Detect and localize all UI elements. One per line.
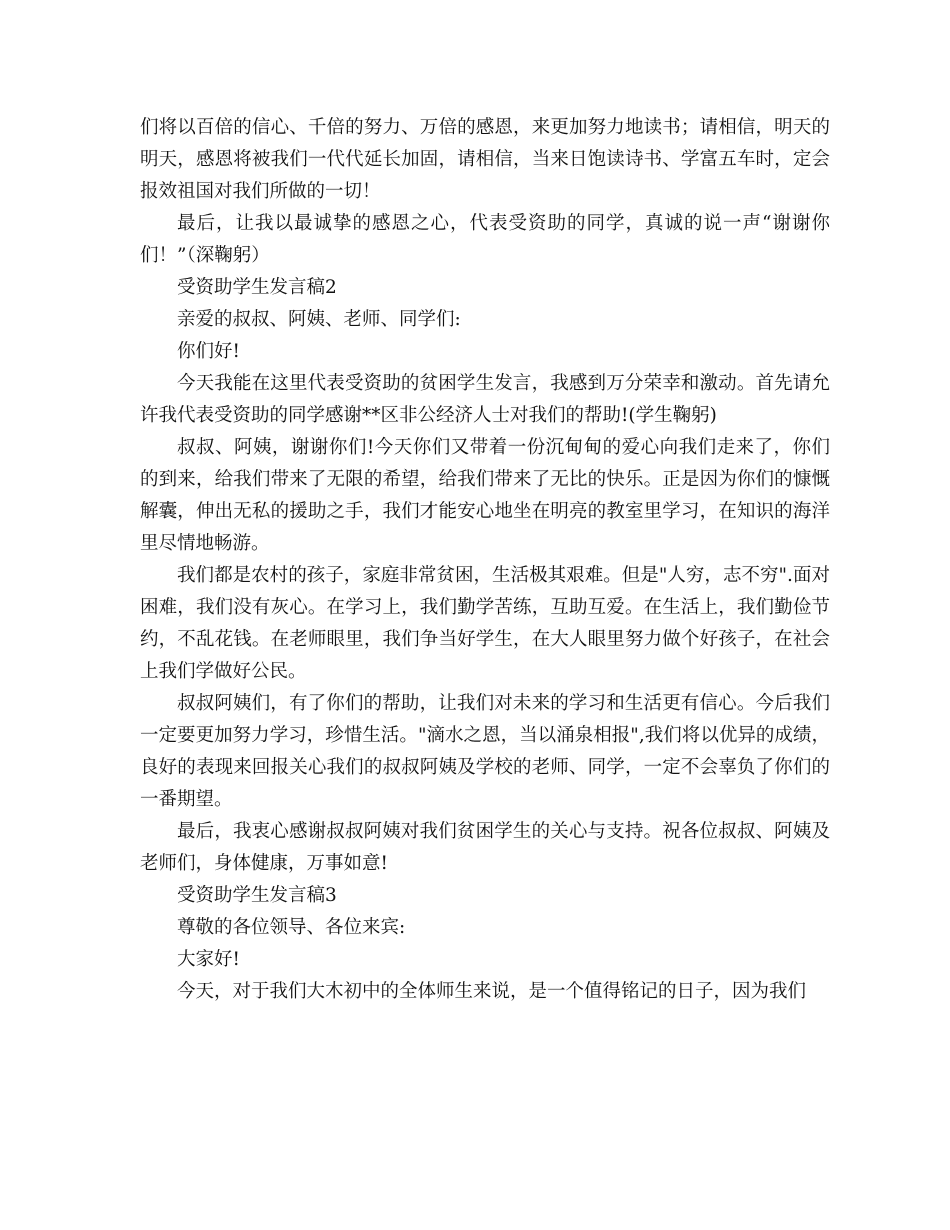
paragraph-background: 我们都是农村的孩子，家庭非常贫困，生活极其艰难。但是"人穷，志不穷".面对困难，我们没有灰心。在学习上，我们勤学苦练，互助互爱。在生活上，我们勤俭节约，不乱花钱。在老师眼里，我们争当好学生，在大人眼里努力做个好孩子，在社会上我们学做好公民。 — [140, 565, 830, 682]
greeting-2: 大家好! — [177, 949, 240, 970]
salutation-2: 尊敬的各位领导、各位来宾: — [177, 917, 406, 938]
section-heading-2: 受资助学生发言稿2 — [177, 277, 337, 298]
paragraph-final-thanks: 最后，我衷心感谢叔叔阿姨对我们贫困学生的关心与支持。祝各位叔叔、阿姨及老师们，身体健康，万事如意! — [140, 821, 830, 874]
paragraph-opening: 今天，对于我们大木初中的全体师生来说，是一个值得铭记的日子，因为我们 — [177, 981, 807, 1002]
greeting: 你们好! — [177, 341, 240, 362]
paragraph-intro: 今天我能在这里代表受资助的贫困学生发言，我感到万分荣幸和激动。首先请允许我代表受资助的同学感谢**区非公经济人士对我们的帮助!(学生鞠躬) — [140, 373, 830, 426]
paragraph-closing-thanks: 最后，让我以最诚挚的感恩之心，代表受资助的同学，真诚的说一声“谢谢你们！”（深鞠躬） — [140, 213, 830, 266]
paragraph-gratitude: 叔叔、阿姨，谢谢你们!今天你们又带着一份沉甸甸的爱心向我们走来了，你们的到来，给我们带来了无限的希望，给我们带来了无比的快乐。正是因为你们的慷慨解囊，伸出无私的援助之手，我们才能安心地坐在明亮的教室里学习，在知识的海洋里尽情地畅游。 — [140, 437, 830, 554]
paragraph-commitment: 叔叔阿姨们，有了你们的帮助，让我们对未来的学习和生活更有信心。今后我们一定要更加努力学习，珍惜生活。"滴水之恩，当以涌泉相报",我们将以优异的成绩，良好的表现来回报关心我们的叔叔阿姨及学校的老师、同学，一定不会辜负了你们的一番期望。 — [140, 693, 830, 810]
document-body — [140, 112, 830, 1008]
salutation: 亲爱的叔叔、阿姨、老师、同学们: — [177, 309, 461, 330]
section-heading-3: 受资助学生发言稿3 — [177, 885, 337, 906]
paragraph-continuation: 们将以百倍的信心、千倍的努力、万倍的感恩，来更加努力地读书；请相信，明天的明天，感恩将被我们一代代延长加固，请相信，当来日饱读诗书、学富五车时，定会报效祖国对我们所做的一切！ — [140, 117, 830, 202]
